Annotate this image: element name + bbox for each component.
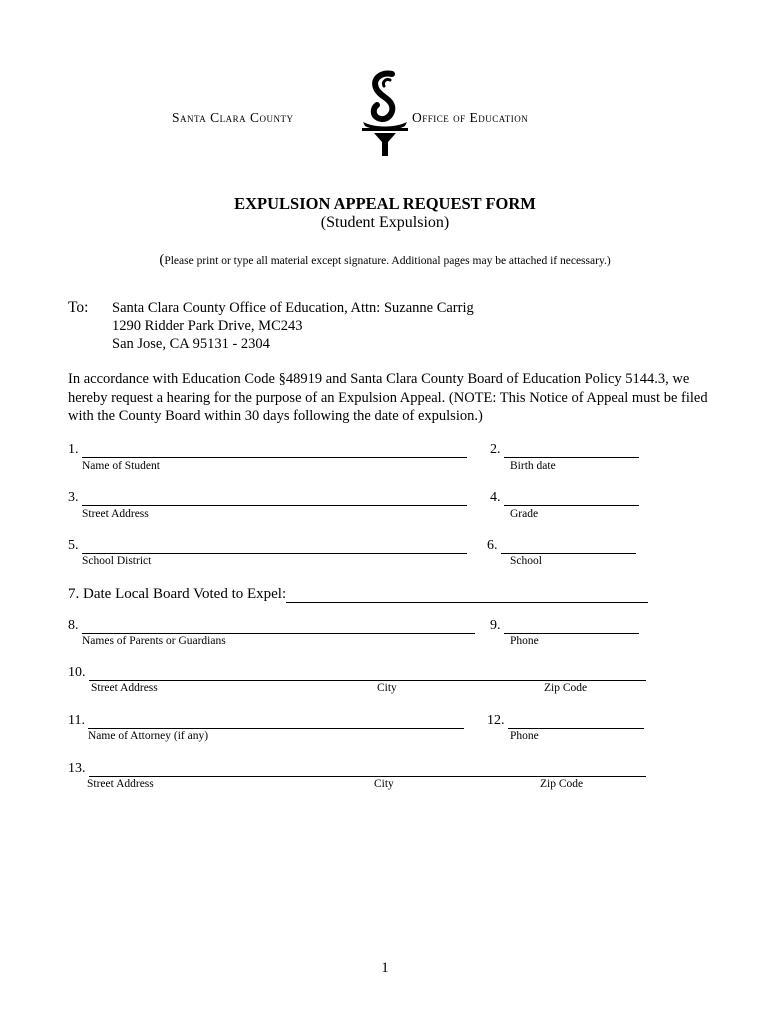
- caption-school: School: [510, 555, 542, 567]
- field-name-of-student: [68, 442, 467, 458]
- field-number: 11.: [68, 713, 85, 728]
- form-subtitle: (Student Expulsion): [320, 214, 450, 231]
- field-number: 9.: [490, 618, 501, 633]
- field-number: 3.: [68, 490, 79, 505]
- field-number: 6.: [487, 538, 498, 553]
- field-attorney: [68, 713, 464, 729]
- caption-parent-city: City: [377, 682, 397, 694]
- field-school: [487, 538, 636, 554]
- caption-parent-zip: Zip Code: [544, 682, 588, 694]
- school-district-input[interactable]: [82, 541, 467, 554]
- caption-parent-street: Street Address: [91, 682, 158, 694]
- instructions-text: Please print or type all material except signature. Additional pages may be attached if necessary.): [164, 255, 611, 267]
- phone-attorney-input[interactable]: [508, 716, 644, 729]
- org-name-left: Santa Clara County: [172, 110, 294, 125]
- parents-guardians-input[interactable]: [82, 621, 475, 634]
- form-title: EXPULSION APPEAL REQUEST FORM: [234, 194, 536, 213]
- caption-parents-guardians: Names of Parents or Guardians: [82, 635, 226, 647]
- name-of-student-input[interactable]: [82, 445, 467, 458]
- field-number: 1.: [68, 442, 79, 457]
- policy-paragraph: In accordance with Education Code §48919 and Santa Clara County Board of Education Policy 5144.3, we hereby request a hearing for the purpose of an Expulsion Appeal. (NOTE: This Notice of Appeal must be filed with the County Board within 30 days following the date of expulsion.): [68, 371, 708, 424]
- field-parent-address: [68, 665, 646, 681]
- instructions: [0, 252, 770, 269]
- field-parents-guardians: [68, 618, 475, 634]
- field-number: 5.: [68, 538, 79, 553]
- org-name-right: Office of Education: [412, 110, 529, 125]
- address-line-2: 1290 Ridder Park Drive, MC243: [112, 318, 303, 334]
- field-phone-parents: [490, 618, 639, 634]
- caption-attorney-zip: Zip Code: [540, 778, 584, 790]
- date-board-voted-label: 7. Date Local Board Voted to Expel:: [68, 586, 287, 602]
- address-line-1: Santa Clara County Office of Education, Attn: Suzanne Carrig: [112, 300, 474, 316]
- to-label: To:: [68, 299, 89, 316]
- street-address-input[interactable]: [82, 493, 467, 506]
- field-number: 2.: [490, 442, 501, 457]
- birth-date-input[interactable]: [504, 445, 639, 458]
- field-date-board-voted: [68, 586, 648, 603]
- caption-attorney-street: Street Address: [87, 778, 154, 790]
- field-number: 10.: [68, 665, 86, 680]
- caption-grade: Grade: [510, 508, 539, 520]
- address-line-3: San Jose, CA 95131 - 2304: [112, 336, 270, 352]
- page-number: 1: [381, 960, 389, 976]
- field-number: 4.: [490, 490, 501, 505]
- caption-street-address: Street Address: [82, 508, 149, 520]
- caption-birth-date: Birth date: [510, 460, 556, 472]
- parent-address-input[interactable]: [89, 668, 646, 681]
- phone-parents-input[interactable]: [504, 621, 639, 634]
- date-board-voted-input[interactable]: [286, 590, 648, 603]
- school-input[interactable]: [501, 541, 636, 554]
- field-number: 8.: [68, 618, 79, 633]
- caption-attorney: Name of Attorney (if any): [88, 730, 209, 742]
- instructions-paren: (: [159, 252, 165, 268]
- caption-attorney-city: City: [374, 778, 394, 790]
- caption-name-of-student: Name of Student: [82, 460, 160, 472]
- field-grade: [490, 490, 639, 506]
- attorney-address-input[interactable]: [89, 764, 646, 777]
- caption-phone-parents: Phone: [510, 635, 539, 647]
- attorney-input[interactable]: [88, 716, 464, 729]
- grade-input[interactable]: [504, 493, 639, 506]
- field-attorney-address: [68, 761, 646, 777]
- torch-s-logo-icon: [360, 70, 410, 158]
- field-birth-date: [490, 442, 639, 458]
- field-number: 13.: [68, 761, 86, 776]
- field-street-address: [68, 490, 467, 506]
- field-school-district: [68, 538, 467, 554]
- caption-school-district: School District: [82, 555, 152, 567]
- caption-phone-attorney: Phone: [510, 730, 539, 742]
- field-phone-attorney: [487, 713, 644, 729]
- field-number: 12.: [487, 713, 505, 728]
